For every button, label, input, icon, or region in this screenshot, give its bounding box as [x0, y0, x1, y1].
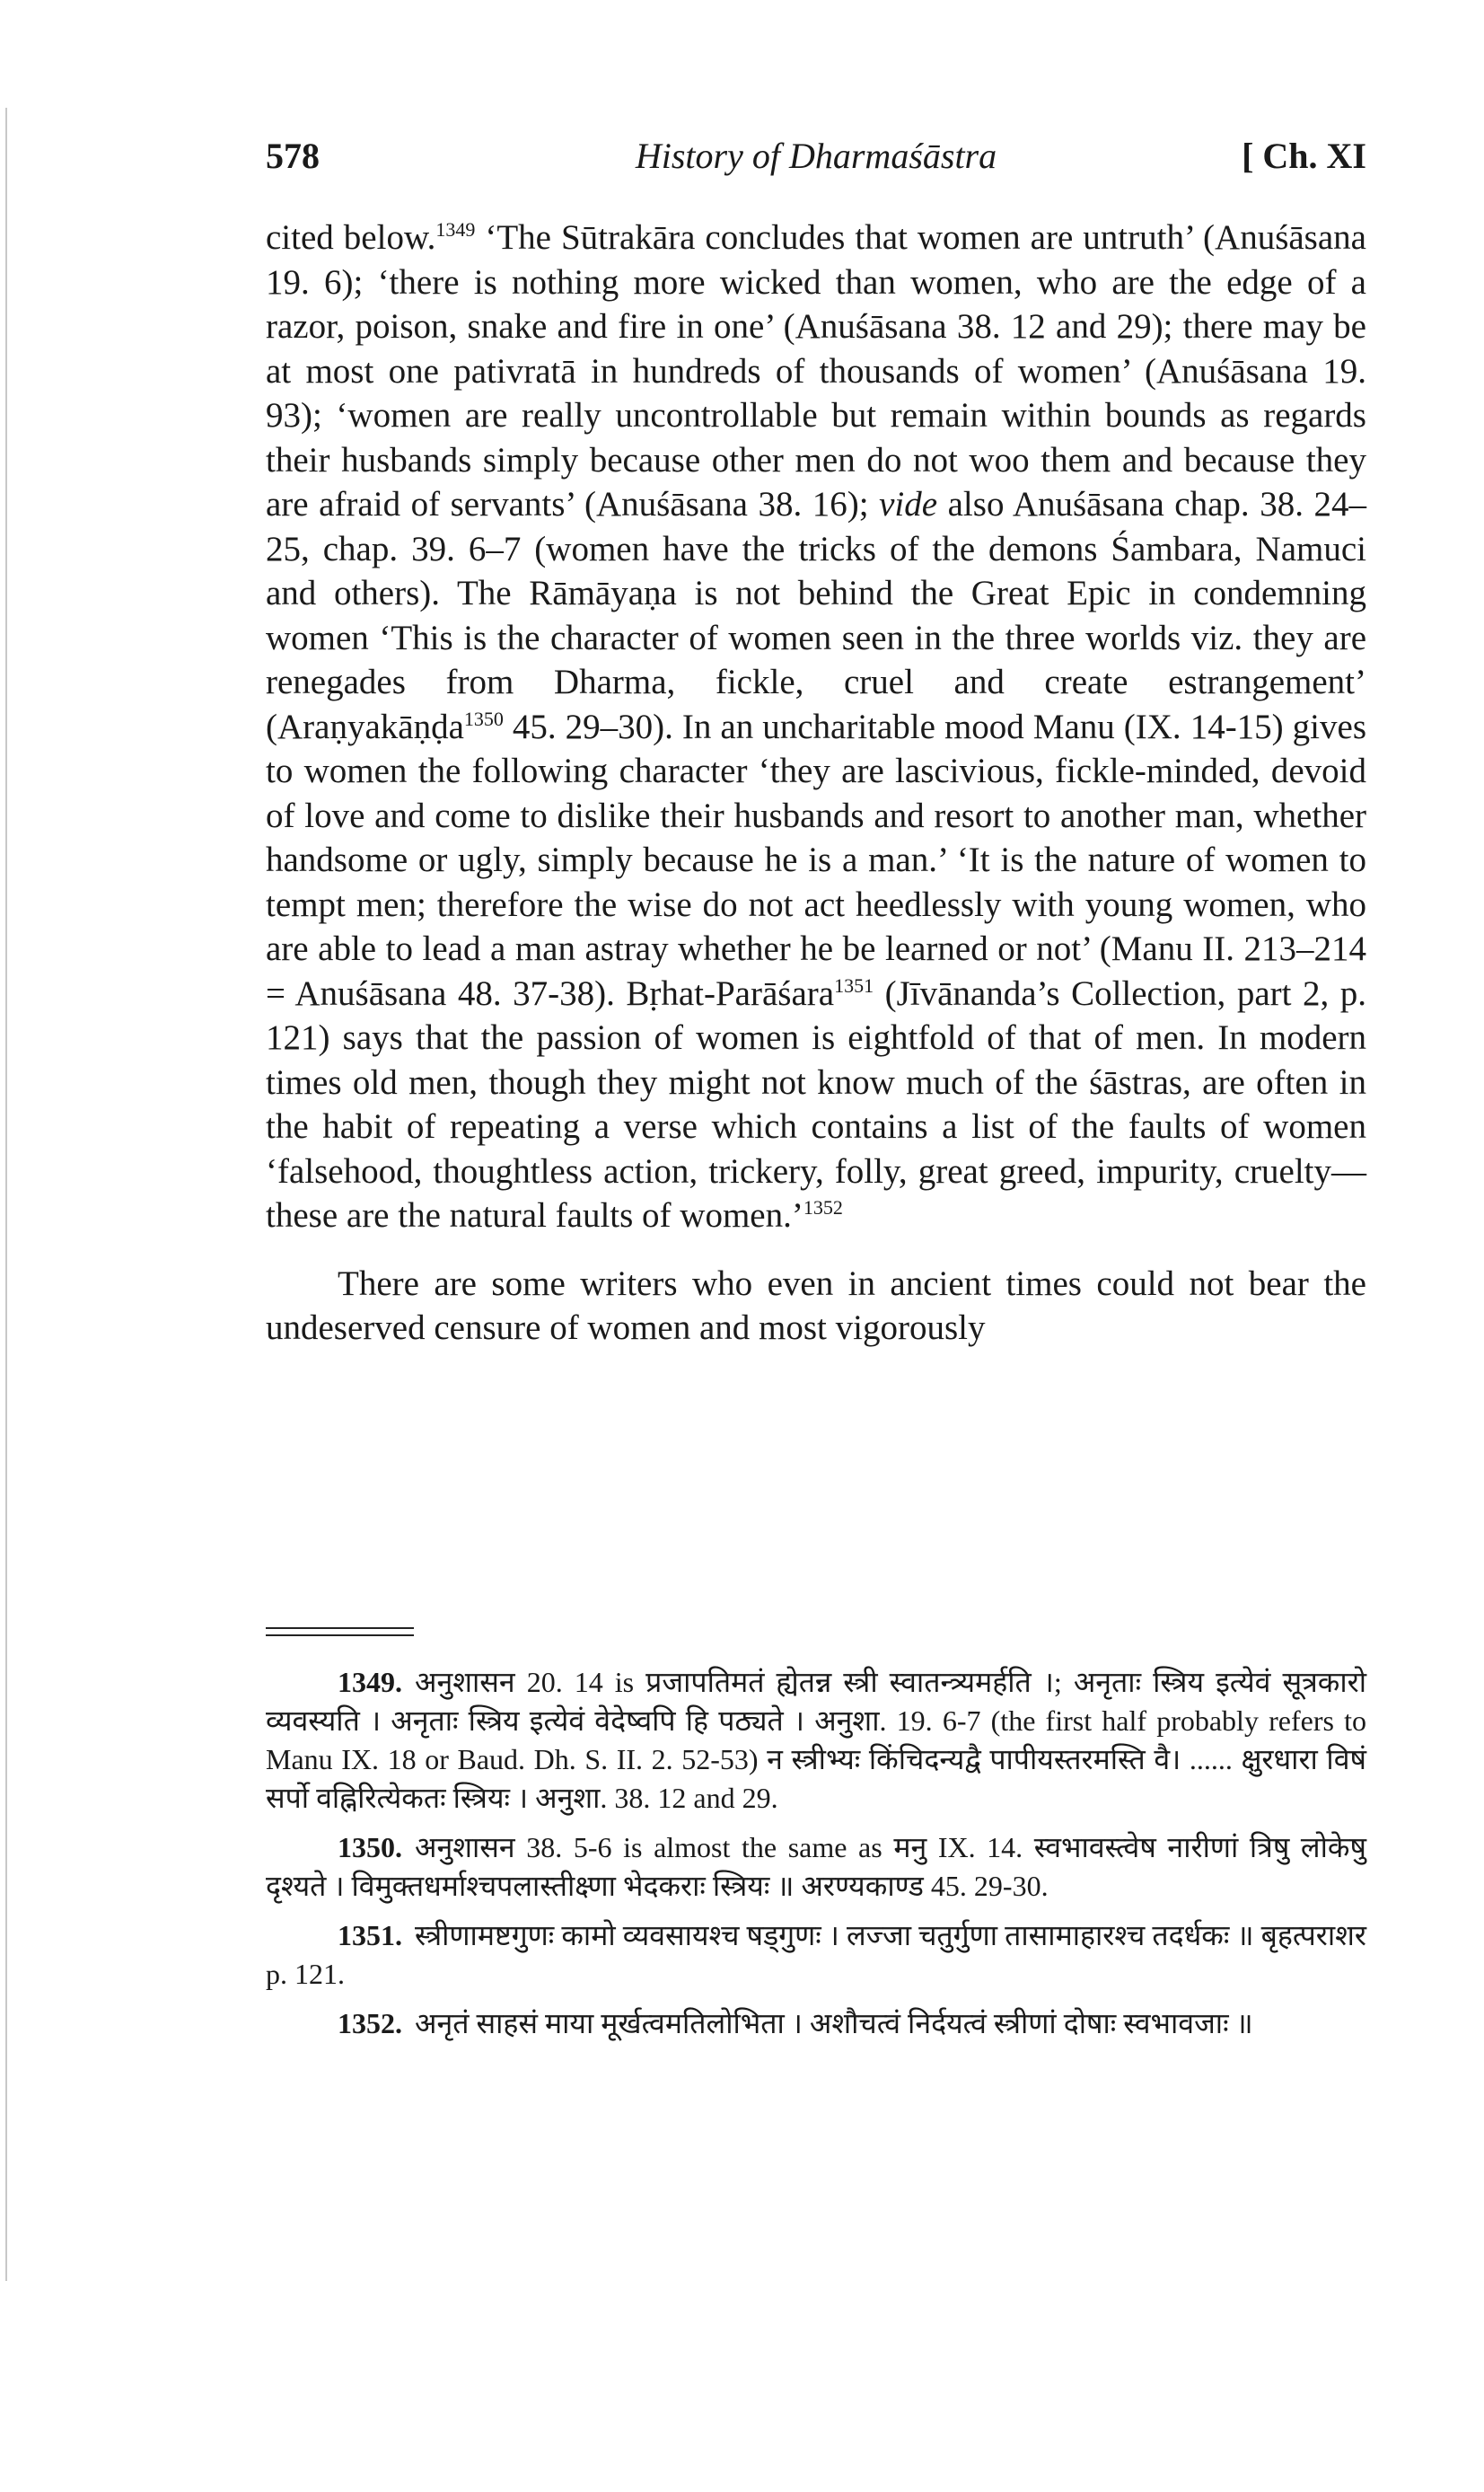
footnotes [266, 1663, 1366, 2054]
footnote-ref: 1350 [463, 707, 504, 730]
footnote-1352 [266, 2004, 1366, 2043]
footnote-text: अनुशासन 38. 5-6 is almost the same as मनु IX. 14. स्वभावस्त्वेष नारीणां त्रिषु लोकेषु दृश्यते । विमुक्तधर्माश्चपलास्तीक्ष्णा भेदकराः स्त्रियः ॥ अरण्यकाण्ड 45. 29-30. [266, 1831, 1366, 1902]
footnote-number: 1349. [338, 1666, 402, 1698]
paragraph-1 [266, 216, 1366, 1238]
text-run: 45. 29–30). In an uncharitable mood Manu (IX. 14-15) gives to women the following character ‘they are lascivious, fickle-minded, devoid of love and come to dislike their husbands and resort to another man, whether handsome or ugly, simply because he is a man.’ ‘It is the nature of women to tempt men; therefore the wise do not act heedlessly with young women, who are able to lead a man astray whether he be learned or not’ (Manu II. 213–214 = Anuśāsana 48. 37-38). Bṛhat-Parāśara [266, 707, 1366, 1013]
footnote-text: स्त्रीणामष्टगुणः कामो व्यवसायश्च षड्गुणः । लज्जा चतुर्गुणा तासामाहारश्च तदर्धकः ॥ बृहत्पराशर p. 121. [266, 1919, 1366, 1990]
scan-edge-line [5, 108, 7, 2281]
footnote-1351 [266, 1916, 1366, 1994]
text-run: ‘The Sūtrakāra concludes that women are untruth’ (Anuśāsana 19. 6); ‘there is nothing more wicked than women, who are the edge of a razor, poison, snake and fire in one’ (Anuśāsana 38. 12 and 29); there may be at most one pativratā in hundreds of thousands of women’ (Anuśāsana 19. 93); ‘women are really uncontrollable but remain within bounds as regards their husbands simply because other men do not woo them and because they are afraid of servants’ (Anuśāsana 38. 16); [266, 218, 1366, 524]
footnote-1349 [266, 1663, 1366, 1818]
page-number: 578 [266, 136, 320, 176]
text-run: cited below. [266, 218, 436, 257]
footnote-ref: 1352 [803, 1196, 843, 1219]
footnote-ref: 1351 [834, 973, 874, 997]
footnote-rule [266, 1627, 414, 1629]
chapter-label: [ Ch. XI [1242, 136, 1366, 176]
footnote-number: 1351. [338, 1919, 402, 1951]
paragraph-2: There are some writers who even in ancient times could not bear the undeserved censure of women and most vigorously [266, 1264, 1366, 1347]
running-title: History of Dharmaśāstra [635, 136, 997, 176]
footnote-text: अनृतं साहसं माया मूर्खत्वमतिलोभिता । अशौचत्वं निर्दयत्वं स्त्रीणां दोषाः स्वभावजाः ॥ [415, 2007, 1253, 2039]
running-header [266, 135, 1366, 189]
italic-term: vide [879, 485, 938, 524]
text-run: also Anuśāsana chap. 38. 24–25, chap. 39. 6–7 (women have the tricks of the demons Śambara, Namuci and others). The Rāmāyaṇa is not behind the Great Epic in condemning women ‘This is the character of women seen in the three worlds viz. they are renegades from Dharma, fickle, cruel and create estrangement’ (Araṇyakāṇḍa [266, 485, 1366, 746]
footnote-ref: 1349 [435, 218, 476, 241]
footnote-text: अनुशासन 20. 14 is प्रजापतिमतं ह्येतन्न स्त्री स्वातन्त्र्यमर्हति ।; अनृताः स्त्रिय इत्येवं सूत्रकारो व्यवस्यति । अनृताः स्त्रिय इत्येवं वेदेष्वपि हि पठ्यते । अनुशा. 19. 6-7 (the first half probably refers to Manu IX. 18 or Baud. Dh. S. II. 2. 52-53) न स्त्रीभ्यः किंचिदन्यद्वै पापीयस्तरमस्ति वै। ...... क्षुरधारा विषं सर्पो वह्निरित्येकतः स्त्रियः । अनुशा. 38. 12 and 29. [266, 1666, 1366, 1814]
text-run: (Jīvānanda’s Collection, part 2, p. 121) says that the passion of women is eightfold of that of men. In modern times old men, though they might not know much of the śāstras, are often in the habit of repeating a verse which contains a list of the faults of women ‘falsehood, thoughtless action, trickery, folly, great greed, impurity, cruelty—these are the natural faults of women.’ [266, 973, 1366, 1235]
main-text [266, 216, 1366, 1351]
footnote-number: 1350. [338, 1831, 402, 1863]
footnote-number: 1352. [338, 2007, 402, 2039]
footnote-1350 [266, 1828, 1366, 1906]
footnote-rule-second [266, 1634, 414, 1636]
